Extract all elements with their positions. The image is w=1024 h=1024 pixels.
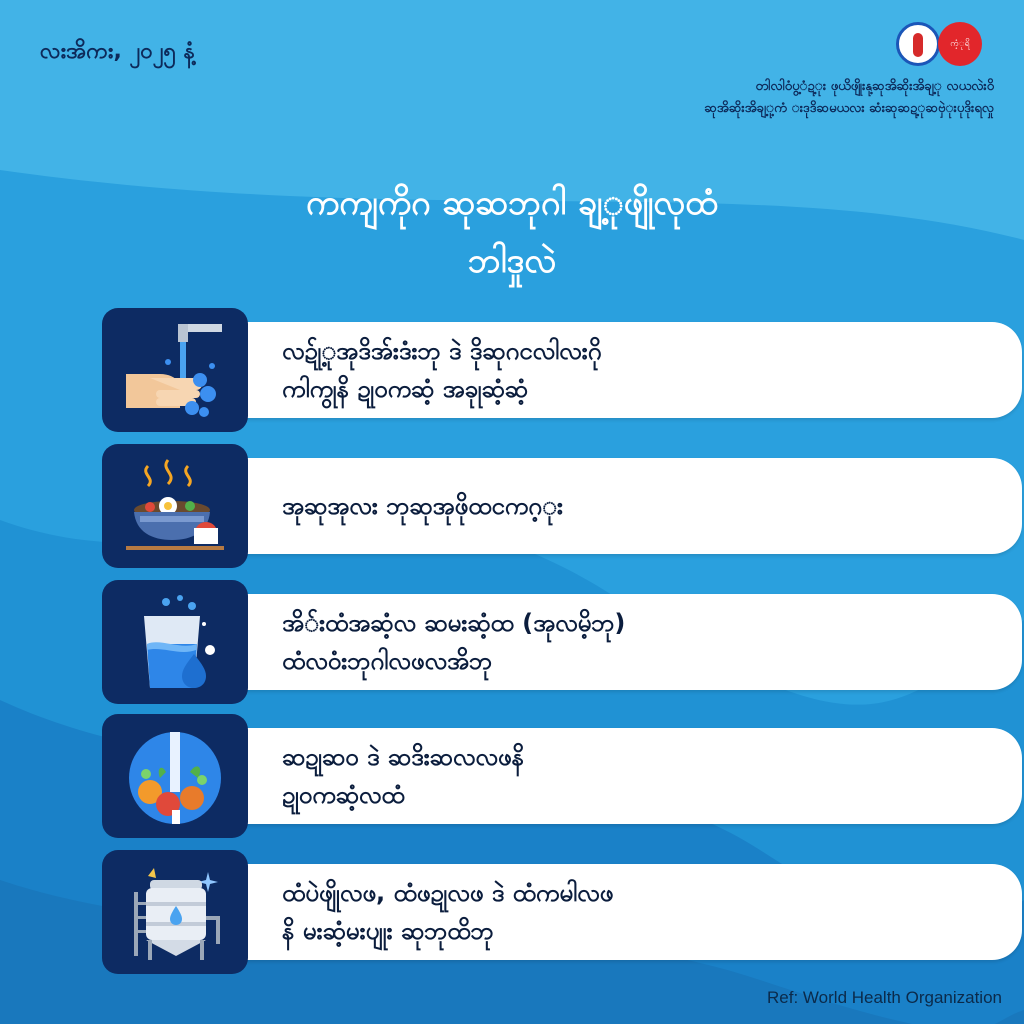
partner-logo: ကံ့ုရိ xyxy=(938,22,982,66)
item-icon-tile xyxy=(102,850,248,974)
item-line-2: နိ မးဆံ့မးပျုး ဆုဘုထိဘု xyxy=(282,917,494,945)
reference-note: Ref: World Health Organization xyxy=(767,988,1002,1007)
item-text xyxy=(282,728,1002,824)
water-tank-icon xyxy=(120,858,230,968)
item-line-2: ကါကွုနိ ဍုဝကဆံ့ အခုုဆံ့ဆံ့ xyxy=(282,375,528,403)
org-line-2: ဆုအိဆိုးအိချ့ု့ကံ းဒုဒိဆမယလး ဆံးဆုဆဍ့ုဆဗှဲုးပုဒိုးရလှု xyxy=(704,101,994,116)
org-line-1: တါလါဝံပွ့ံဍ့ုး ဖုယိဖျိုးနု့ဆုအိဆိုးအိချ့ု လယလဲးဝိ xyxy=(755,79,994,94)
list-item xyxy=(102,308,924,432)
organization-text xyxy=(704,76,994,120)
title-line-1: ကကျကိုဂ ဆုဆဘုဂါ ချ့ုဖျိုလုထံ xyxy=(305,183,719,223)
item-text xyxy=(282,322,1002,418)
list-item xyxy=(102,714,924,838)
clean-water-icon xyxy=(120,588,230,698)
item-line-2: ထံလဝံးဘုဂါလဖလအိဘု xyxy=(282,647,493,675)
title-line-2: ဘါဒှုလဲ xyxy=(467,241,557,281)
ministry-of-health-logo xyxy=(896,22,940,66)
item-icon-tile xyxy=(102,580,248,704)
item-icon-tile xyxy=(102,444,248,568)
item-line-1: ထံပဲဖျိုလဖ, ထံဖဍုလဖ ဒဲ ထံကမါလဖ xyxy=(282,879,614,907)
wash-vegetables-icon xyxy=(120,722,230,832)
item-line-2: ဍုဝကဆံ့လထံ xyxy=(282,781,405,809)
item-text xyxy=(282,458,1002,554)
item-icon-tile xyxy=(102,308,248,432)
hot-food-icon xyxy=(120,452,230,562)
item-icon-tile xyxy=(102,714,248,838)
list-item xyxy=(102,580,924,704)
page-title xyxy=(100,174,924,290)
item-text xyxy=(282,864,1002,960)
date-label: လးအိကး, ၂၀၂၅ နံ့ xyxy=(40,39,195,64)
handwash-icon xyxy=(120,316,230,426)
list-item xyxy=(102,444,924,568)
list-item xyxy=(102,850,924,974)
item-line-1: အုဆုအုလး ဘုဆုအုဖိုထငကဂ့ုး xyxy=(282,492,563,520)
item-text xyxy=(282,594,1002,690)
item-line-1: ဆဍုဆဝ ဒဲ ဆဒိးဆလလဖနိ xyxy=(282,743,525,771)
logos xyxy=(894,20,984,68)
item-line-1: လဍ်ု့ုအုဒိအ်းဒံးဘု ဒဲ ဒိုဆုဂငလါလးဂို xyxy=(282,337,602,365)
item-line-1: အိ်းထံအဆံ့လ ဆမးဆံ့ထ (အုလမိ့ဘု) xyxy=(282,609,626,637)
